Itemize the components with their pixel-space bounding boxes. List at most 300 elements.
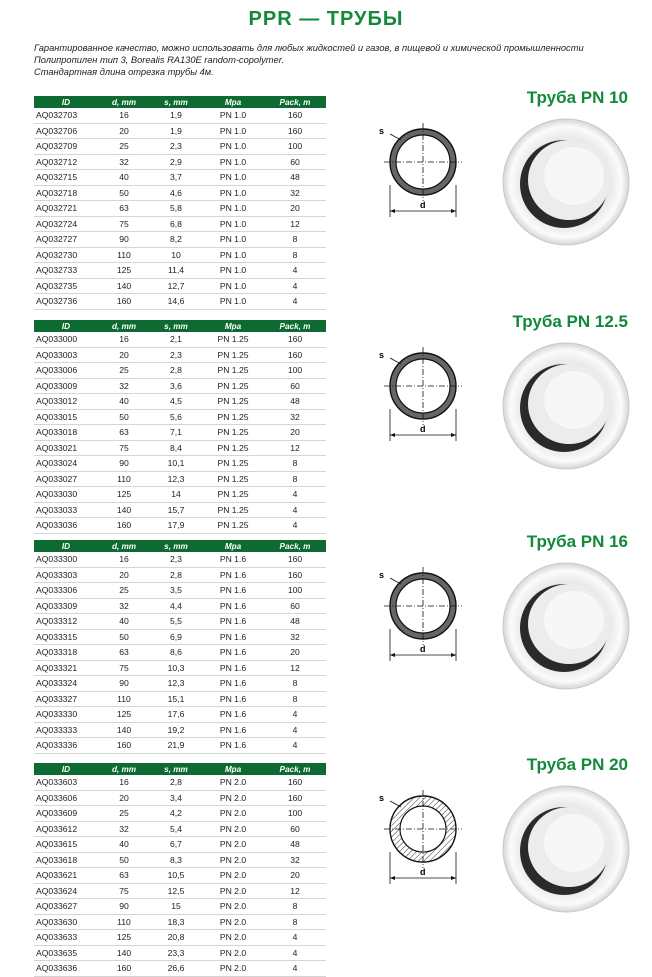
pipe-cross-section-diagram (368, 338, 478, 458)
column-header: Mpa (202, 96, 264, 108)
table-cell: 1,9 (150, 123, 202, 139)
table-cell: 32 (98, 821, 150, 837)
arrow-head (451, 653, 456, 657)
pipe-inner-highlight (544, 371, 604, 429)
table-cell: AQ032727 (34, 232, 98, 248)
column-header: d, mm (98, 763, 150, 775)
pipe-title: Труба PN 20 (526, 755, 628, 774)
table-cell: 8 (264, 247, 326, 263)
table-cell: 32 (264, 629, 326, 645)
table-cell: AQ033030 (34, 487, 98, 503)
table-cell: 8,3 (150, 852, 202, 868)
table-cell: PN 1.0 (202, 108, 264, 123)
table-cell: PN 1.25 (202, 378, 264, 394)
pipe-title: Труба PN 10 (526, 88, 628, 107)
table-cell: 160 (264, 108, 326, 123)
table-cell: PN 1.0 (202, 247, 264, 263)
table-cell: 4 (264, 961, 326, 977)
table-cell: AQ032733 (34, 263, 98, 279)
table-cell: 40 (98, 394, 150, 410)
table-cell: PN 1.0 (202, 278, 264, 294)
table-cell: 10,5 (150, 868, 202, 884)
table-row (34, 806, 326, 822)
diagram-label-s: s (379, 570, 385, 580)
table-cell: 20 (264, 201, 326, 217)
table-cell: 14,6 (150, 294, 202, 310)
table-cell: 18,3 (150, 914, 202, 930)
table-cell: PN 1.6 (202, 738, 264, 754)
table-cell: AQ033309 (34, 598, 98, 614)
table-cell: AQ033606 (34, 790, 98, 806)
table-cell: 140 (98, 722, 150, 738)
table-cell: 140 (98, 945, 150, 961)
table-cell: 110 (98, 691, 150, 707)
table-cell: PN 2.0 (202, 945, 264, 961)
table-cell: PN 1.25 (202, 440, 264, 456)
table-cell: AQ032706 (34, 123, 98, 139)
arrow-head (390, 876, 395, 880)
table-cell: 3,4 (150, 790, 202, 806)
column-header: ID (34, 320, 98, 332)
table-cell: 160 (98, 738, 150, 754)
column-header: Pack, m (264, 320, 326, 332)
table-cell: 40 (98, 837, 150, 853)
table-header-row (34, 540, 326, 552)
table-cell: AQ033000 (34, 332, 98, 347)
table-row (34, 852, 326, 868)
table-cell: 19,2 (150, 722, 202, 738)
table-cell: AQ033330 (34, 707, 98, 723)
table-cell: 60 (264, 378, 326, 394)
table-row (34, 930, 326, 946)
table-cell: AQ033312 (34, 614, 98, 630)
table-cell: PN 1.6 (202, 691, 264, 707)
table-cell: AQ033333 (34, 722, 98, 738)
table-cell: 160 (264, 790, 326, 806)
table-cell: AQ033618 (34, 852, 98, 868)
table-cell: 6,9 (150, 629, 202, 645)
table-cell: AQ033336 (34, 738, 98, 754)
pipe-photo (500, 340, 632, 472)
table-row (34, 899, 326, 915)
table-cell: 20 (98, 123, 150, 139)
table-cell: 50 (98, 185, 150, 201)
table-cell: 90 (98, 899, 150, 915)
diagram-label-s: s (379, 793, 385, 803)
table-cell: 20 (264, 425, 326, 441)
table-cell: 75 (98, 440, 150, 456)
table-cell: 160 (264, 332, 326, 347)
table-cell: 90 (98, 232, 150, 248)
table-row (34, 278, 326, 294)
table-cell: PN 1.25 (202, 347, 264, 363)
column-header: Mpa (202, 320, 264, 332)
table-cell: PN 1.25 (202, 487, 264, 503)
table-row (34, 614, 326, 630)
table-cell: AQ032736 (34, 294, 98, 310)
table-row (34, 775, 326, 790)
table-cell: 12,3 (150, 471, 202, 487)
table-cell: 12 (264, 883, 326, 899)
table-row (34, 139, 326, 155)
table-cell: 100 (264, 583, 326, 599)
table-cell: PN 2.0 (202, 852, 264, 868)
table-cell: AQ033624 (34, 883, 98, 899)
column-header: Pack, m (264, 540, 326, 552)
spec-table (34, 540, 326, 754)
table-cell: 2,9 (150, 154, 202, 170)
table-cell: 48 (264, 394, 326, 410)
table-row (34, 660, 326, 676)
intro-line: Полипропилен тип 3, Borealis RA130E random-copolymer. (34, 55, 285, 65)
leader-line (390, 358, 401, 364)
table-cell: 4,6 (150, 185, 202, 201)
table-row (34, 247, 326, 263)
table-cell: 2,3 (150, 347, 202, 363)
table-cell: 15 (150, 899, 202, 915)
column-header: d, mm (98, 320, 150, 332)
table-row (34, 722, 326, 738)
table-cell: 4 (264, 945, 326, 961)
table-cell: PN 1.6 (202, 707, 264, 723)
table-cell: 20 (264, 645, 326, 661)
table-cell: AQ033615 (34, 837, 98, 853)
table-cell: 60 (264, 821, 326, 837)
table-cell: 60 (264, 598, 326, 614)
table-cell: PN 1.25 (202, 471, 264, 487)
table-cell: 10,1 (150, 456, 202, 472)
table-cell: PN 1.25 (202, 456, 264, 472)
table-cell: AQ033012 (34, 394, 98, 410)
diagram-label-d: d (420, 424, 426, 434)
table-cell: PN 1.6 (202, 567, 264, 583)
table-cell: 17,9 (150, 518, 202, 534)
table-cell: PN 1.6 (202, 722, 264, 738)
table-cell: 110 (98, 914, 150, 930)
table-cell: 4,2 (150, 806, 202, 822)
pipe-inner-highlight (544, 814, 604, 872)
table-cell: AQ032721 (34, 201, 98, 217)
pipe-section (0, 532, 652, 751)
table-row (34, 154, 326, 170)
arrow-head (451, 433, 456, 437)
table-row (34, 332, 326, 347)
table-cell: PN 1.6 (202, 660, 264, 676)
table-cell: 4 (264, 278, 326, 294)
column-header: ID (34, 96, 98, 108)
table-cell: 32 (98, 378, 150, 394)
pipe-cross-section-diagram (368, 114, 478, 234)
pipe-photo (500, 783, 632, 915)
table-cell: 12 (264, 440, 326, 456)
table-cell: PN 2.0 (202, 930, 264, 946)
table-cell: PN 2.0 (202, 790, 264, 806)
leader-line (390, 578, 401, 584)
table-cell: 4 (264, 294, 326, 310)
table-cell: 8 (264, 899, 326, 915)
table-cell: 125 (98, 930, 150, 946)
table-cell: PN 1.25 (202, 409, 264, 425)
table-cell: 20,8 (150, 930, 202, 946)
table-cell: AQ033633 (34, 930, 98, 946)
table-cell: 125 (98, 263, 150, 279)
table-cell: 20 (264, 868, 326, 884)
table-cell: PN 1.6 (202, 676, 264, 692)
table-cell: 10 (150, 247, 202, 263)
table-cell: PN 1.25 (202, 518, 264, 534)
table-cell: PN 1.0 (202, 170, 264, 186)
table-row (34, 363, 326, 379)
table-cell: 160 (264, 775, 326, 790)
table-cell: 63 (98, 425, 150, 441)
table-cell: 100 (264, 806, 326, 822)
column-header: Pack, m (264, 763, 326, 775)
table-cell: 40 (98, 170, 150, 186)
spec-table (34, 763, 326, 977)
table-cell: 160 (264, 347, 326, 363)
table-row (34, 868, 326, 884)
table-cell: 17,6 (150, 707, 202, 723)
table-cell: AQ033630 (34, 914, 98, 930)
table-cell: AQ032718 (34, 185, 98, 201)
table-cell: AQ032712 (34, 154, 98, 170)
table-cell: 75 (98, 216, 150, 232)
table-cell: AQ033009 (34, 378, 98, 394)
table-cell: PN 2.0 (202, 775, 264, 790)
table-cell: 14 (150, 487, 202, 503)
table-row (34, 883, 326, 899)
column-header: ID (34, 540, 98, 552)
diagram-label-d: d (420, 200, 426, 210)
table-cell: 63 (98, 868, 150, 884)
table-cell: AQ033636 (34, 961, 98, 977)
table-cell: 2,3 (150, 552, 202, 567)
table-cell: 160 (98, 961, 150, 977)
table-cell: 4 (264, 487, 326, 503)
table-cell: 4 (264, 263, 326, 279)
pipe-inner-highlight (544, 591, 604, 649)
table-row (34, 961, 326, 977)
table-cell: 8 (264, 676, 326, 692)
table-cell: AQ033036 (34, 518, 98, 534)
table-cell: AQ033003 (34, 347, 98, 363)
diagram-label-s: s (379, 126, 385, 136)
table-cell: 40 (98, 614, 150, 630)
table-row (34, 440, 326, 456)
table-cell: 5,8 (150, 201, 202, 217)
table-cell: 50 (98, 852, 150, 868)
intro-line: Стандартная длина отрезка трубы 4м. (34, 67, 214, 77)
diagram-label-d: d (420, 644, 426, 654)
table-row (34, 425, 326, 441)
arrow-head (390, 653, 395, 657)
table-cell: PN 1.25 (202, 502, 264, 518)
column-header: Pack, m (264, 96, 326, 108)
table-cell: AQ033612 (34, 821, 98, 837)
table-row (34, 552, 326, 567)
table-cell: 8 (264, 232, 326, 248)
table-row (34, 123, 326, 139)
table-cell: 4 (264, 738, 326, 754)
table-cell: AQ032715 (34, 170, 98, 186)
table-cell: AQ033327 (34, 691, 98, 707)
table-cell: 75 (98, 883, 150, 899)
table-cell: 48 (264, 170, 326, 186)
column-header: Mpa (202, 763, 264, 775)
table-cell: 50 (98, 409, 150, 425)
table-cell: AQ033027 (34, 471, 98, 487)
column-header: s, mm (150, 96, 202, 108)
table-cell: 8 (264, 691, 326, 707)
table-cell: PN 2.0 (202, 821, 264, 837)
table-cell: 25 (98, 139, 150, 155)
table-cell: 32 (98, 154, 150, 170)
table-cell: 32 (264, 852, 326, 868)
table-cell: PN 1.0 (202, 232, 264, 248)
table-cell: 8,4 (150, 440, 202, 456)
table-cell: 5,6 (150, 409, 202, 425)
table-row (34, 821, 326, 837)
table-cell: PN 2.0 (202, 961, 264, 977)
table-cell: PN 2.0 (202, 868, 264, 884)
table-cell: 6,8 (150, 216, 202, 232)
table-cell: 3,6 (150, 378, 202, 394)
table-row (34, 456, 326, 472)
table-row (34, 738, 326, 754)
table-row (34, 201, 326, 217)
table-cell: 4 (264, 707, 326, 723)
pipe-cross-section-diagram (368, 781, 478, 901)
table-cell: 90 (98, 676, 150, 692)
table-row (34, 487, 326, 503)
table-cell: 4 (264, 502, 326, 518)
table-cell: PN 1.6 (202, 645, 264, 661)
table-cell: AQ032735 (34, 278, 98, 294)
table-cell: PN 1.0 (202, 154, 264, 170)
pipe-photo (500, 560, 632, 692)
table-cell: 15,7 (150, 502, 202, 518)
table-cell: 11,4 (150, 263, 202, 279)
table-cell: PN 2.0 (202, 883, 264, 899)
table-cell: 2,3 (150, 139, 202, 155)
pipe-title: Труба PN 16 (526, 532, 628, 551)
table-row (34, 945, 326, 961)
page-title: PPR — ТРУБЫ (248, 8, 404, 30)
table-cell: 26,6 (150, 961, 202, 977)
diagram-label-s: s (379, 350, 385, 360)
table-cell: 140 (98, 502, 150, 518)
table-cell: 160 (98, 518, 150, 534)
table-cell: 16 (98, 552, 150, 567)
intro-line: Гарантированное качество, можно использовать для любых жидкостей и газов, в пищевой и химической промышленности (34, 43, 584, 53)
table-cell: 1,9 (150, 108, 202, 123)
table-cell: 25 (98, 583, 150, 599)
table-cell: AQ033609 (34, 806, 98, 822)
table-cell: 20 (98, 567, 150, 583)
table-row (34, 629, 326, 645)
table-cell: 110 (98, 247, 150, 263)
table-row (34, 837, 326, 853)
table-cell: AQ033315 (34, 629, 98, 645)
table-row (34, 707, 326, 723)
table-cell: AQ033306 (34, 583, 98, 599)
table-cell: AQ032724 (34, 216, 98, 232)
table-cell: PN 1.6 (202, 629, 264, 645)
arrow-head (451, 209, 456, 213)
table-row (34, 583, 326, 599)
table-cell: 2,8 (150, 363, 202, 379)
table-cell: 3,7 (150, 170, 202, 186)
table-cell: AQ033015 (34, 409, 98, 425)
table-cell: 140 (98, 278, 150, 294)
spec-table (34, 96, 326, 310)
table-cell: PN 1.25 (202, 394, 264, 410)
table-row (34, 691, 326, 707)
table-cell: 63 (98, 645, 150, 661)
table-cell: PN 1.25 (202, 425, 264, 441)
table-cell: PN 1.0 (202, 123, 264, 139)
leader-line (390, 801, 401, 807)
table-cell: 4 (264, 722, 326, 738)
table-cell: 3,5 (150, 583, 202, 599)
table-cell: AQ033300 (34, 552, 98, 567)
table-cell: 90 (98, 456, 150, 472)
table-cell: 10,3 (150, 660, 202, 676)
table-cell: 21,9 (150, 738, 202, 754)
arrow-head (390, 433, 395, 437)
table-cell: 23,3 (150, 945, 202, 961)
table-cell: 100 (264, 363, 326, 379)
table-cell: PN 1.6 (202, 583, 264, 599)
table-cell: 8,2 (150, 232, 202, 248)
table-row (34, 914, 326, 930)
table-row (34, 790, 326, 806)
table-row (34, 378, 326, 394)
table-cell: PN 1.0 (202, 185, 264, 201)
table-cell: PN 1.6 (202, 598, 264, 614)
table-cell: 32 (98, 598, 150, 614)
spec-table (34, 320, 326, 534)
table-cell: 48 (264, 614, 326, 630)
table-cell: PN 1.0 (202, 263, 264, 279)
table-cell: PN 1.0 (202, 216, 264, 232)
table-row (34, 347, 326, 363)
table-cell: 60 (264, 154, 326, 170)
table-cell: PN 1.6 (202, 552, 264, 567)
table-row (34, 409, 326, 425)
table-cell: 8 (264, 456, 326, 472)
column-header: s, mm (150, 540, 202, 552)
table-row (34, 294, 326, 310)
table-row (34, 232, 326, 248)
column-header: d, mm (98, 540, 150, 552)
table-cell: 25 (98, 806, 150, 822)
table-cell: AQ033033 (34, 502, 98, 518)
column-header: s, mm (150, 763, 202, 775)
table-cell: 75 (98, 660, 150, 676)
table-cell: 6,7 (150, 837, 202, 853)
table-cell: AQ032703 (34, 108, 98, 123)
table-cell: AQ033603 (34, 775, 98, 790)
table-cell: 4 (264, 518, 326, 534)
table-cell: AQ033018 (34, 425, 98, 441)
table-cell: 160 (264, 567, 326, 583)
table-cell: AQ033635 (34, 945, 98, 961)
table-cell: AQ033321 (34, 660, 98, 676)
pipe-cross-section-diagram (368, 558, 478, 678)
table-cell: 110 (98, 471, 150, 487)
table-cell: 50 (98, 629, 150, 645)
